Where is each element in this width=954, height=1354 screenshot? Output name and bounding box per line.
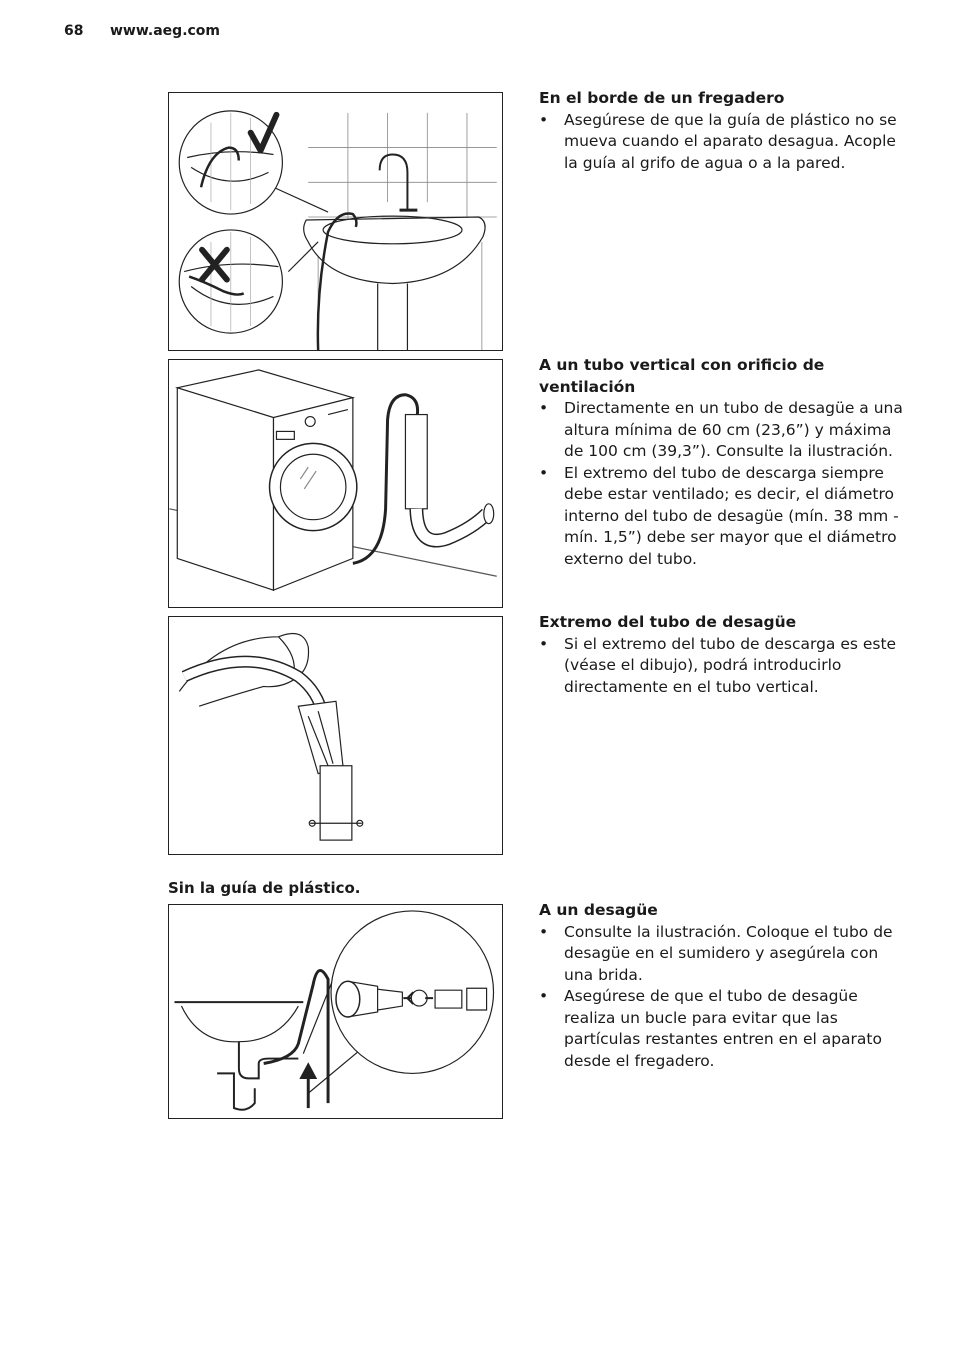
section-hose-end [539,612,909,698]
bullet-item: • Si el extremo del tubo de descarga es este (véase el dibujo), podrá introducirlo directamente en el tubo vertical. [539,634,909,699]
page-number: 68 [64,23,84,39]
hose-end-drawing [169,617,502,854]
figure-caption: Sin la guía de plástico. [168,879,361,897]
washing-machine-standpipe-illustration [168,359,503,608]
section-title: A un tubo vertical con orificio de ventilación [539,356,825,396]
bullet-item: • Asegúrese de que el tubo de desagüe realiza un bucle para evitar que las partículas restantes entren en el aparato desde el fregadero. [539,986,909,1072]
header-url: www.aeg.com [110,23,221,39]
bullet-item: • Directamente en un tubo de desagüe a una altura mínima de 60 cm (23,6”) y máxima de 100 cm (39,3”). Consulte la ilustración. [539,398,909,463]
bullet-item: • Asegúrese de que la guía de plástico no se mueva cuando el aparato desagua. Acople la guía al grifo de agua o a la pared. [539,110,909,175]
section-drain [539,900,909,1072]
sink-trap-connection-illustration [168,904,503,1119]
hose-end-standpipe-illustration [168,616,503,855]
bullet-item: • Consulte la ilustración. Coloque el tubo de desagüe en el sumidero y asegúrela con una brida. [539,922,909,987]
section-title: Extremo del tubo de desagüe [539,613,797,631]
sink-edge-drawing [169,93,502,350]
washing-machine-drawing [169,360,502,607]
bullet-item: • El extremo del tubo de descarga siempre debe estar ventilado; es decir, el diámetro interno del tubo de desagüe (mín. 38 mm - mín. 1,5”) debe ser mayor que el diámetro externo del tubo. [539,463,909,571]
section-title: A un desagüe [539,901,658,919]
section-title: En el borde de un fregadero [539,89,785,107]
section-standpipe [539,355,909,570]
section-sink-edge [539,88,909,174]
sink-edge-illustration [168,92,503,351]
sink-trap-drawing [169,905,502,1118]
